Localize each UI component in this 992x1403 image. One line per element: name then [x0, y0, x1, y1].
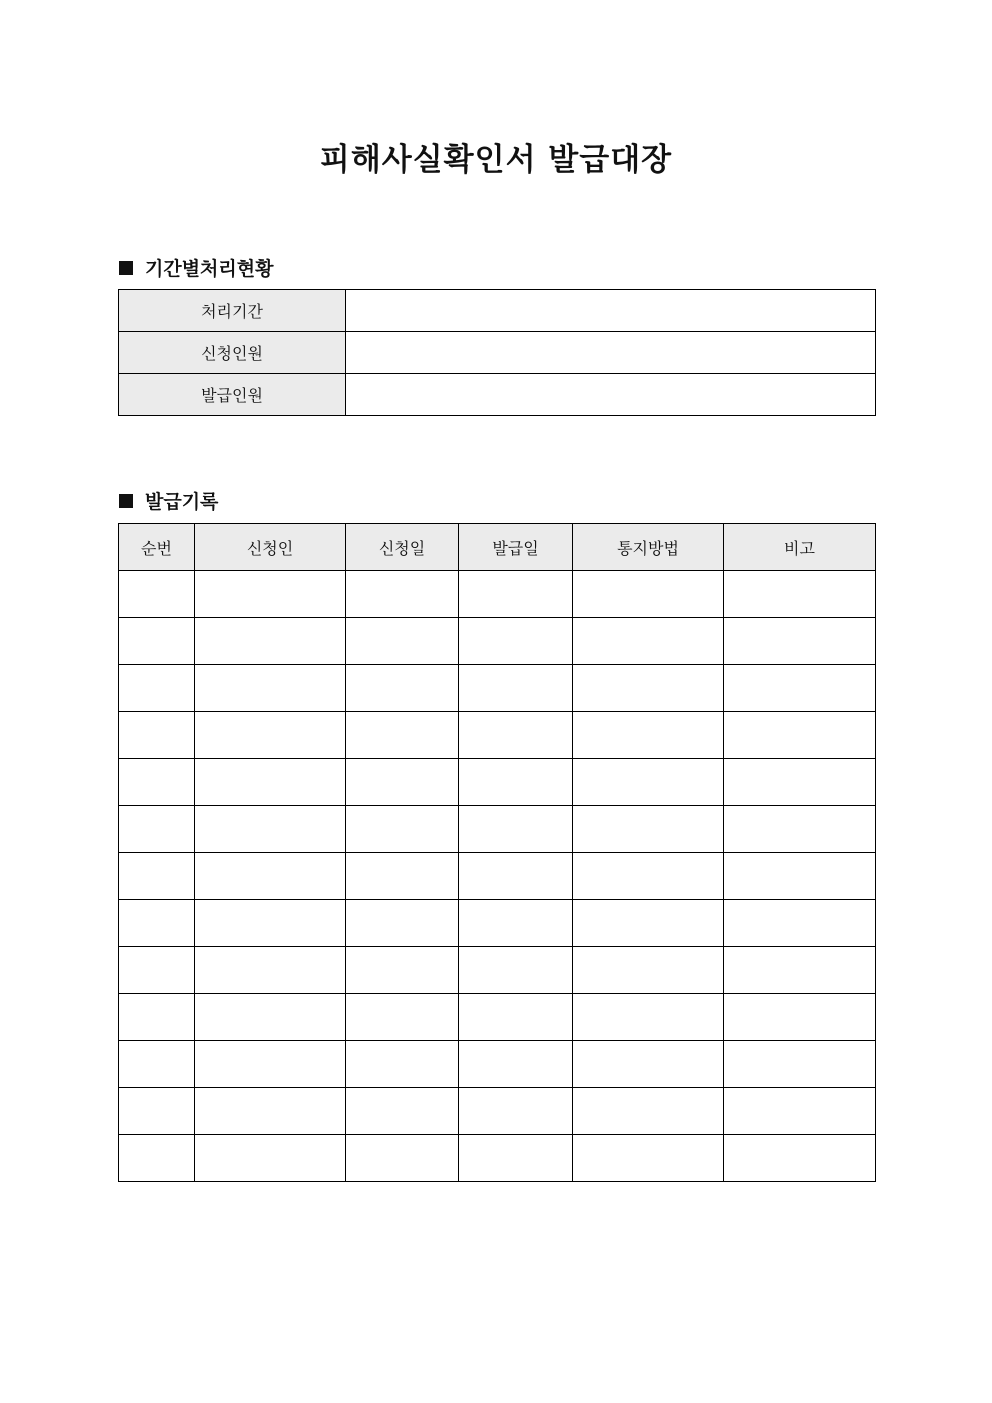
table-cell[interactable]: [195, 665, 346, 712]
table-cell[interactable]: [195, 900, 346, 947]
table-cell[interactable]: [724, 665, 876, 712]
column-header-issue-date: 발급일: [459, 524, 573, 571]
table-cell[interactable]: [346, 712, 459, 759]
table-cell[interactable]: [459, 900, 573, 947]
table-cell[interactable]: [573, 712, 724, 759]
table-cell[interactable]: [724, 853, 876, 900]
table-cell[interactable]: [195, 712, 346, 759]
table-row: [119, 665, 876, 712]
table-row: [119, 1041, 876, 1088]
table-row: [119, 1088, 876, 1135]
document-title: 피해사실확인서 발급대장: [319, 142, 673, 178]
table-cell[interactable]: [119, 1135, 195, 1182]
records-body: [119, 571, 876, 1182]
table-cell[interactable]: [119, 1088, 195, 1135]
table-cell[interactable]: [724, 759, 876, 806]
table-row: [119, 618, 876, 665]
table-cell[interactable]: [119, 994, 195, 1041]
table-cell[interactable]: [195, 759, 346, 806]
table-cell[interactable]: [573, 1041, 724, 1088]
period-status-table: [118, 289, 876, 416]
table-cell[interactable]: [346, 947, 459, 994]
table-cell[interactable]: [573, 571, 724, 618]
section-heading-label: 발급기록: [145, 491, 219, 513]
table-row: [119, 900, 876, 947]
table-row: [119, 806, 876, 853]
table-cell[interactable]: [724, 806, 876, 853]
table-header-row: [119, 524, 876, 571]
table-cell[interactable]: [459, 947, 573, 994]
table-cell[interactable]: [346, 759, 459, 806]
table-cell[interactable]: [724, 618, 876, 665]
table-cell[interactable]: [195, 618, 346, 665]
table-row: [119, 712, 876, 759]
table-cell[interactable]: [195, 1088, 346, 1135]
table-row: [119, 947, 876, 994]
column-header-remarks: 비고: [724, 524, 876, 571]
table-cell[interactable]: [573, 853, 724, 900]
table-cell[interactable]: [119, 759, 195, 806]
table-cell[interactable]: [346, 900, 459, 947]
processing-period-cell[interactable]: [346, 290, 876, 332]
table-row: [119, 374, 876, 416]
table-row: [119, 759, 876, 806]
square-bullet-icon: [119, 494, 133, 508]
row-label: 발급인원: [119, 374, 346, 416]
table-cell[interactable]: [459, 994, 573, 1041]
table-cell[interactable]: [119, 1041, 195, 1088]
table-cell[interactable]: [119, 618, 195, 665]
table-cell[interactable]: [459, 571, 573, 618]
table-cell[interactable]: [459, 665, 573, 712]
section-heading-label: 기간별처리현황: [145, 258, 274, 280]
table-cell[interactable]: [724, 712, 876, 759]
table-cell[interactable]: [195, 947, 346, 994]
table-row: [119, 571, 876, 618]
table-cell[interactable]: [346, 806, 459, 853]
table-cell[interactable]: [119, 665, 195, 712]
table-cell[interactable]: [119, 900, 195, 947]
table-cell[interactable]: [195, 571, 346, 618]
table-cell[interactable]: [346, 665, 459, 712]
table-cell[interactable]: [573, 1088, 724, 1135]
table-cell[interactable]: [346, 853, 459, 900]
table-cell[interactable]: [195, 853, 346, 900]
table-cell[interactable]: [195, 806, 346, 853]
section-heading-period-status: [119, 254, 273, 281]
table-cell[interactable]: [724, 1041, 876, 1088]
table-cell[interactable]: [119, 806, 195, 853]
table-cell[interactable]: [119, 712, 195, 759]
table-cell[interactable]: [119, 571, 195, 618]
table-cell[interactable]: [459, 712, 573, 759]
table-row: [119, 853, 876, 900]
table-cell[interactable]: [459, 1088, 573, 1135]
table-cell[interactable]: [573, 759, 724, 806]
table-cell[interactable]: [573, 665, 724, 712]
table-cell[interactable]: [573, 900, 724, 947]
row-label: 처리기간: [119, 290, 346, 332]
table-cell[interactable]: [459, 853, 573, 900]
table-cell[interactable]: [724, 1135, 876, 1182]
table-cell[interactable]: [195, 994, 346, 1041]
table-cell[interactable]: [724, 994, 876, 1041]
table-cell[interactable]: [346, 994, 459, 1041]
issue-records-table: [118, 523, 876, 1182]
table-cell[interactable]: [724, 571, 876, 618]
table-cell[interactable]: [346, 1088, 459, 1135]
table-cell[interactable]: [573, 1135, 724, 1182]
column-header-applicant: 신청인: [195, 524, 346, 571]
table-cell[interactable]: [459, 1041, 573, 1088]
table-cell[interactable]: [119, 853, 195, 900]
table-cell[interactable]: [195, 1041, 346, 1088]
table-cell[interactable]: [573, 947, 724, 994]
table-row: [119, 290, 876, 332]
table-cell[interactable]: [459, 618, 573, 665]
column-header-notification-method: 통지방법: [573, 524, 724, 571]
column-header-application-date: 신청일: [346, 524, 459, 571]
table-row: [119, 1135, 876, 1182]
table-cell[interactable]: [724, 900, 876, 947]
table-cell[interactable]: [724, 1088, 876, 1135]
table-cell[interactable]: [346, 1135, 459, 1182]
table-cell[interactable]: [573, 994, 724, 1041]
table-cell[interactable]: [346, 571, 459, 618]
table-cell[interactable]: [573, 806, 724, 853]
applicant-count-cell[interactable]: [346, 332, 876, 374]
table-cell[interactable]: [724, 947, 876, 994]
section-heading-issue-records: [119, 487, 218, 514]
table-cell[interactable]: [459, 759, 573, 806]
table-cell[interactable]: [459, 1135, 573, 1182]
table-row: [119, 994, 876, 1041]
square-bullet-icon: [119, 261, 133, 275]
table-cell[interactable]: [346, 1041, 459, 1088]
issued-count-cell[interactable]: [346, 374, 876, 416]
table-cell[interactable]: [346, 618, 459, 665]
table-cell[interactable]: [195, 1135, 346, 1182]
column-header-number: 순번: [119, 524, 195, 571]
table-cell[interactable]: [573, 618, 724, 665]
table-cell[interactable]: [459, 806, 573, 853]
row-label: 신청인원: [119, 332, 346, 374]
table-cell[interactable]: [119, 947, 195, 994]
table-row: [119, 332, 876, 374]
